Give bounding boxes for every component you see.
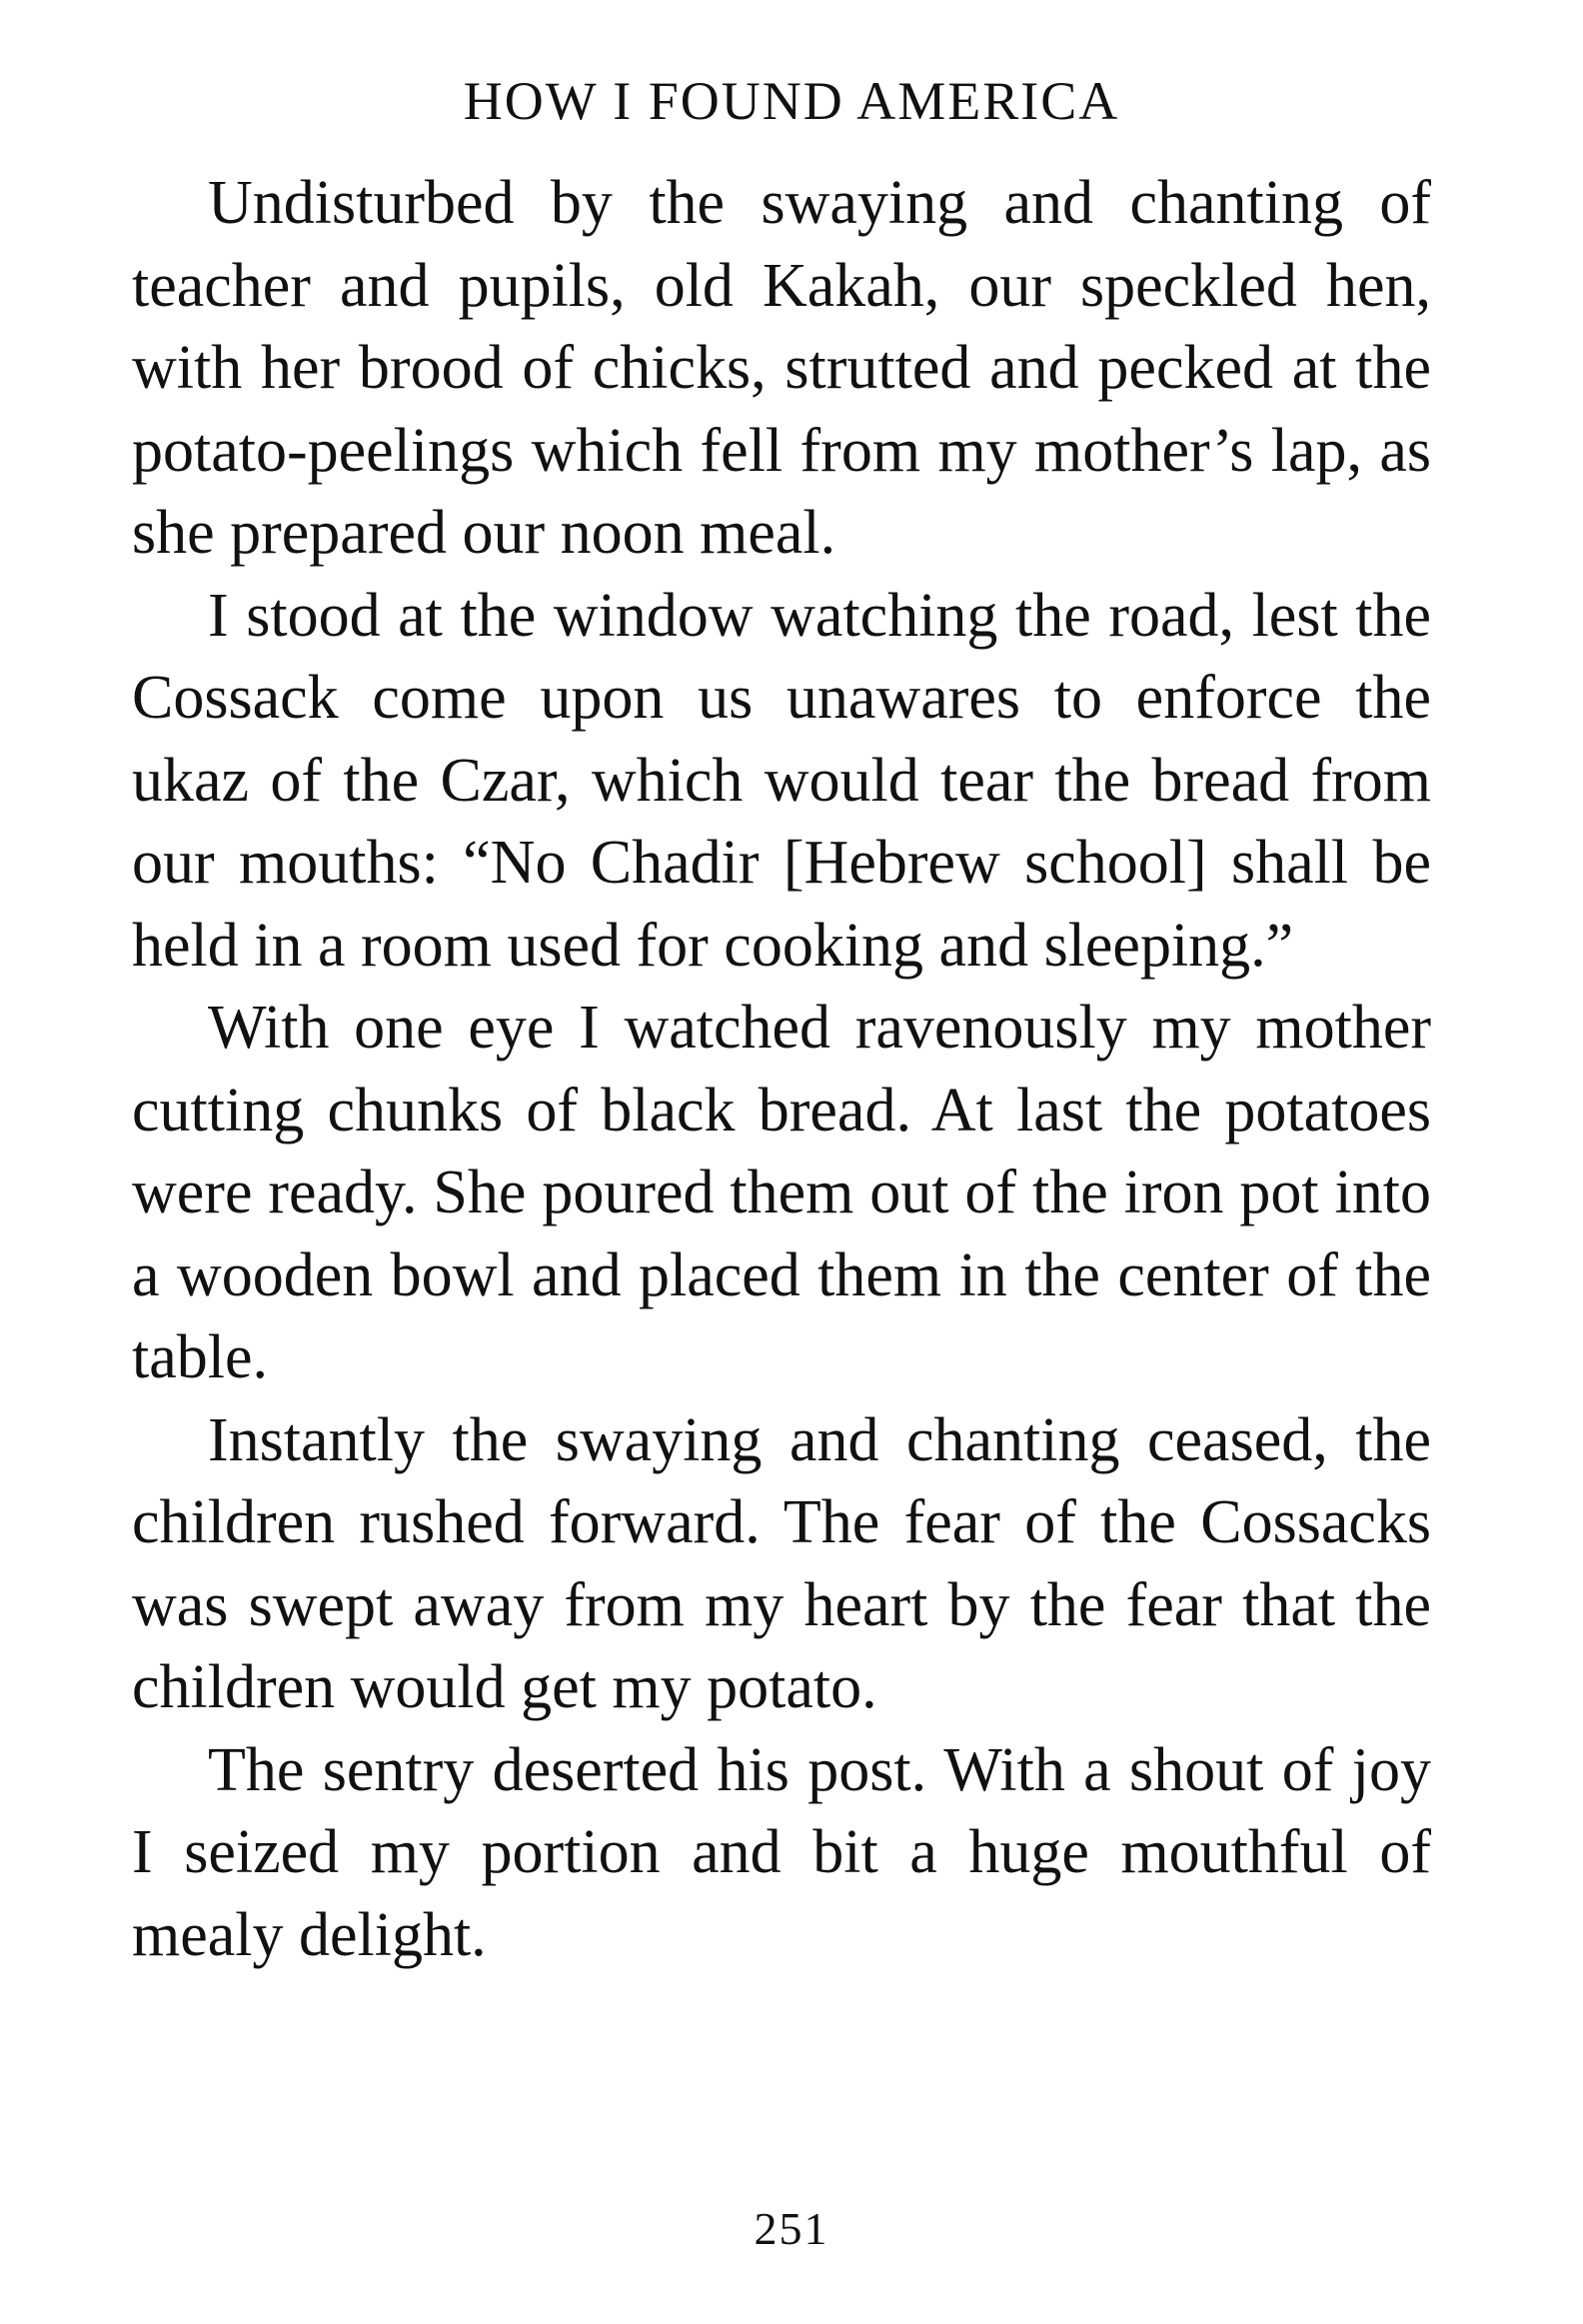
- body-text: [132, 162, 1431, 1976]
- paragraph-4: Instantly the swaying and chanting ceased, the children rushed forward. The fear of the Cossacks was swept away from my heart by the fear that the children would get my potato.: [132, 1405, 1431, 1721]
- page-number: 251: [754, 2203, 829, 2254]
- paragraph-3: With one eye I watched ravenously my mother cutting chunks of black bread. At last the potatoes were ready. She poured them out of the iron pot into a wooden bowl and placed them in the center of the table.: [132, 994, 1431, 1391]
- paragraph-5: The sentry deserted his post. With a shout of joy I seized my portion and bit a huge mouthful of mealy delight.: [132, 1735, 1431, 1969]
- paragraph-1: Undisturbed by the swaying and chanting of teacher and pupils, old Kakah, our speckled hen, with her brood of chicks, strutted and pecked at the potato-peelings which fell from my mother’s lap, as she prepared our noon meal.: [132, 169, 1431, 567]
- running-title: HOW I FOUND AMERICA: [463, 71, 1120, 131]
- paragraph-2: I stood at the window watching the road, lest the Cossack come upon us unawares to enforce the ukaz of the Czar, which would tear the bread from our mouths: “No Chadir [Hebrew school] shall be held in a room used for cooking and sleeping.”: [132, 581, 1431, 980]
